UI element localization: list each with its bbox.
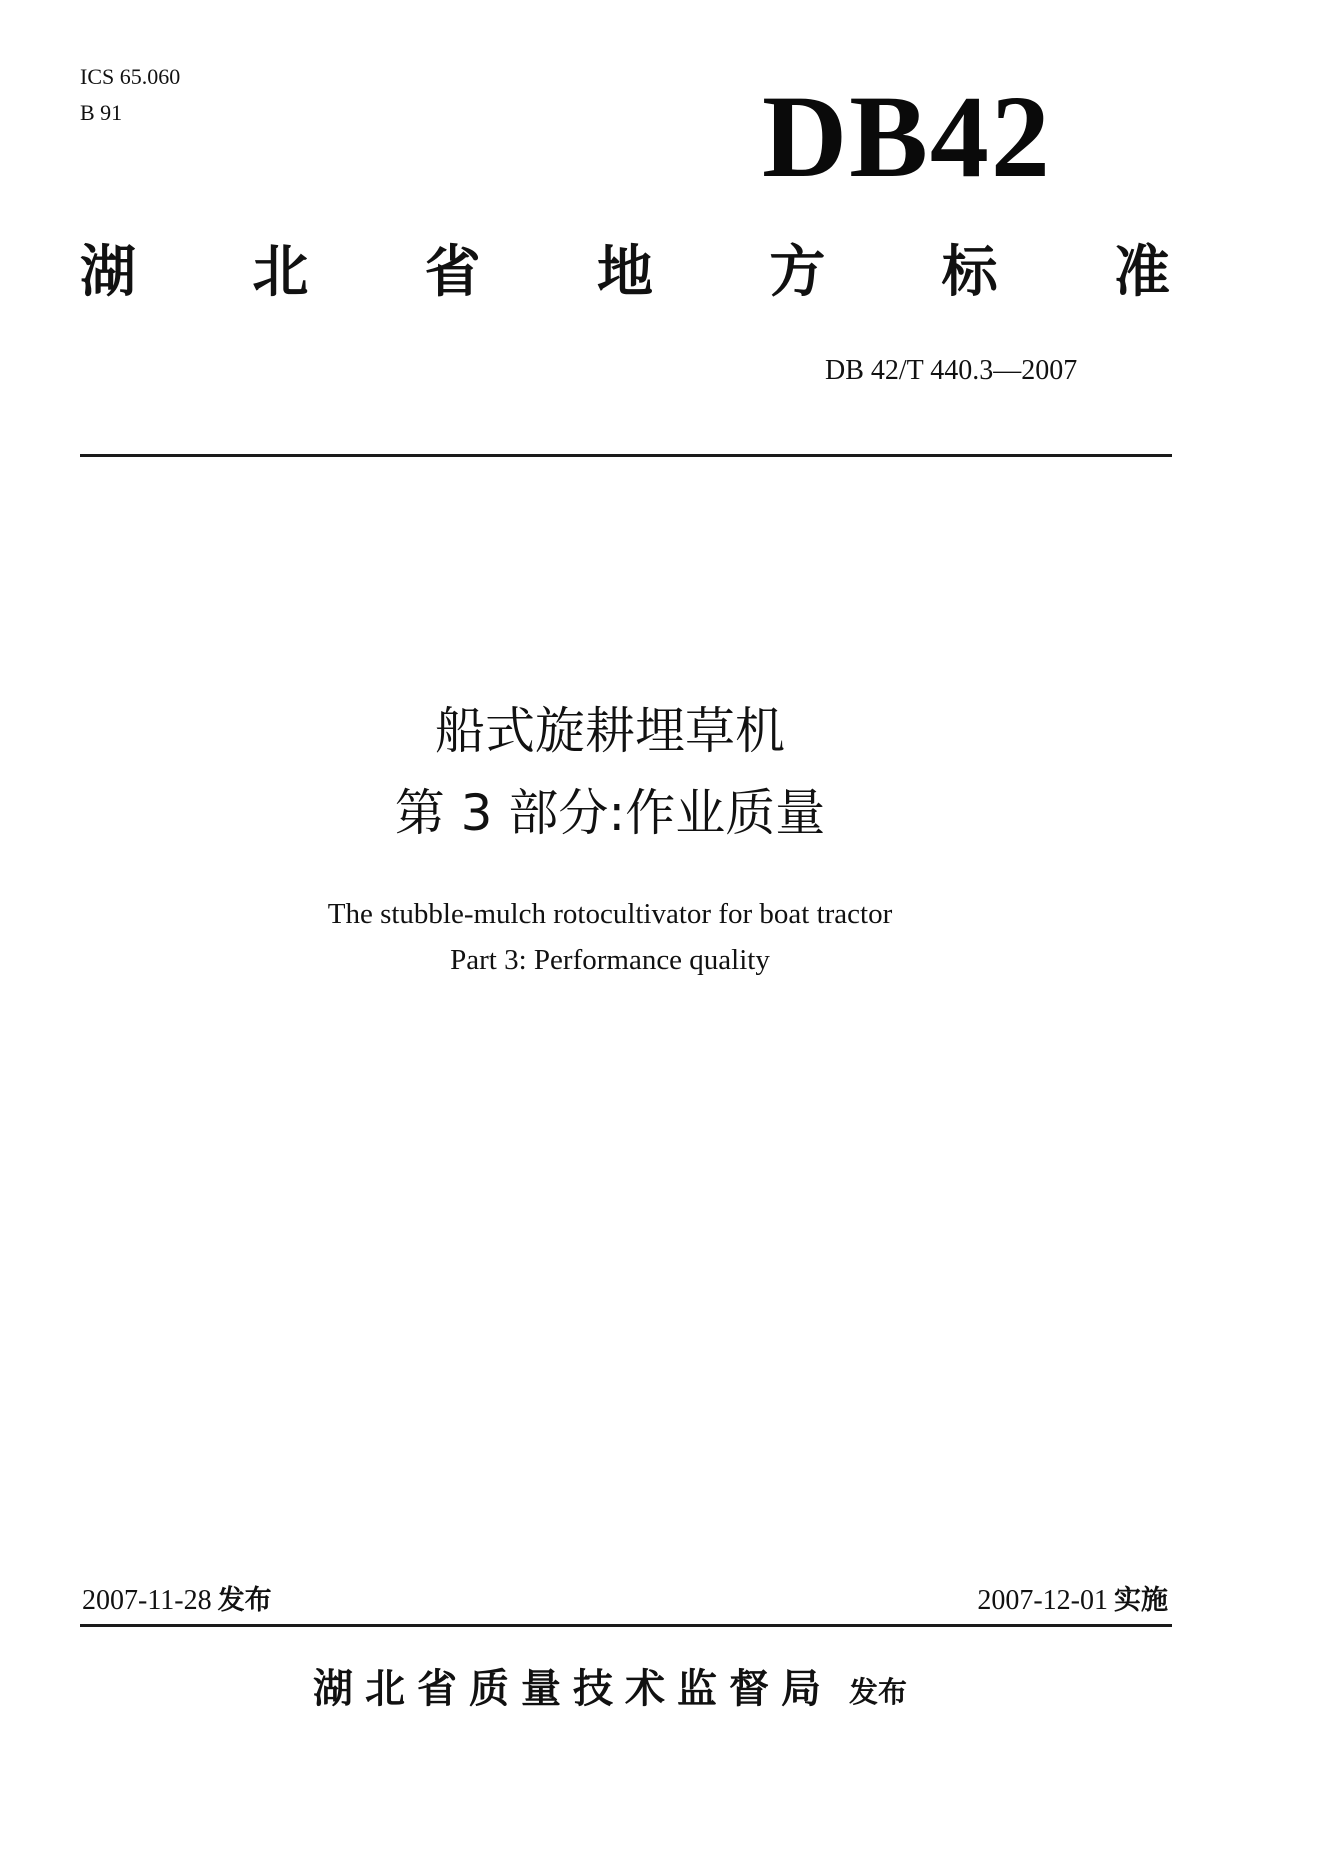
publisher-line: [0, 1660, 1220, 1721]
implementation-date: [977, 1584, 1168, 1618]
standard-type-char: 省: [424, 240, 481, 305]
standard-type-char: 地: [596, 240, 653, 305]
issue-date-value: 2007-11-28: [82, 1585, 212, 1616]
ics-code: ICS 65.060: [80, 64, 181, 89]
standard-logo: DB42: [762, 71, 1052, 202]
standard-type-char: 准: [1113, 240, 1170, 305]
standard-type-char: 标: [941, 240, 998, 305]
top-divider: [80, 454, 1172, 457]
standard-type-char: 湖: [80, 240, 136, 305]
standard-type-char: 方: [769, 240, 826, 305]
standard-type-heading: [80, 238, 1170, 308]
ccs-code: B 91: [80, 100, 123, 125]
title-english-line2: Part 3: Performance quality: [450, 944, 770, 976]
implementation-date-value: 2007-12-01: [977, 1585, 1108, 1616]
issue-date-label: 发布: [217, 1585, 272, 1616]
title-english-line1: The stubble-mulch rotocultivator for boat tractor: [327, 898, 893, 930]
publisher-label: 发布: [848, 1675, 907, 1709]
title-chinese-line2: 第 3 部分:作业质量: [394, 784, 826, 842]
standard-number: DB 42/T 440.3—2007: [825, 355, 1078, 386]
title-chinese-line1: 船式旋耕埋草机: [435, 702, 785, 760]
implementation-date-label: 实施: [1114, 1585, 1168, 1616]
publisher-name: 湖北省质量技术监督局: [312, 1666, 833, 1712]
standard-type-char: 北: [252, 240, 309, 305]
issue-date: [82, 1584, 272, 1618]
bottom-divider: [80, 1624, 1172, 1627]
